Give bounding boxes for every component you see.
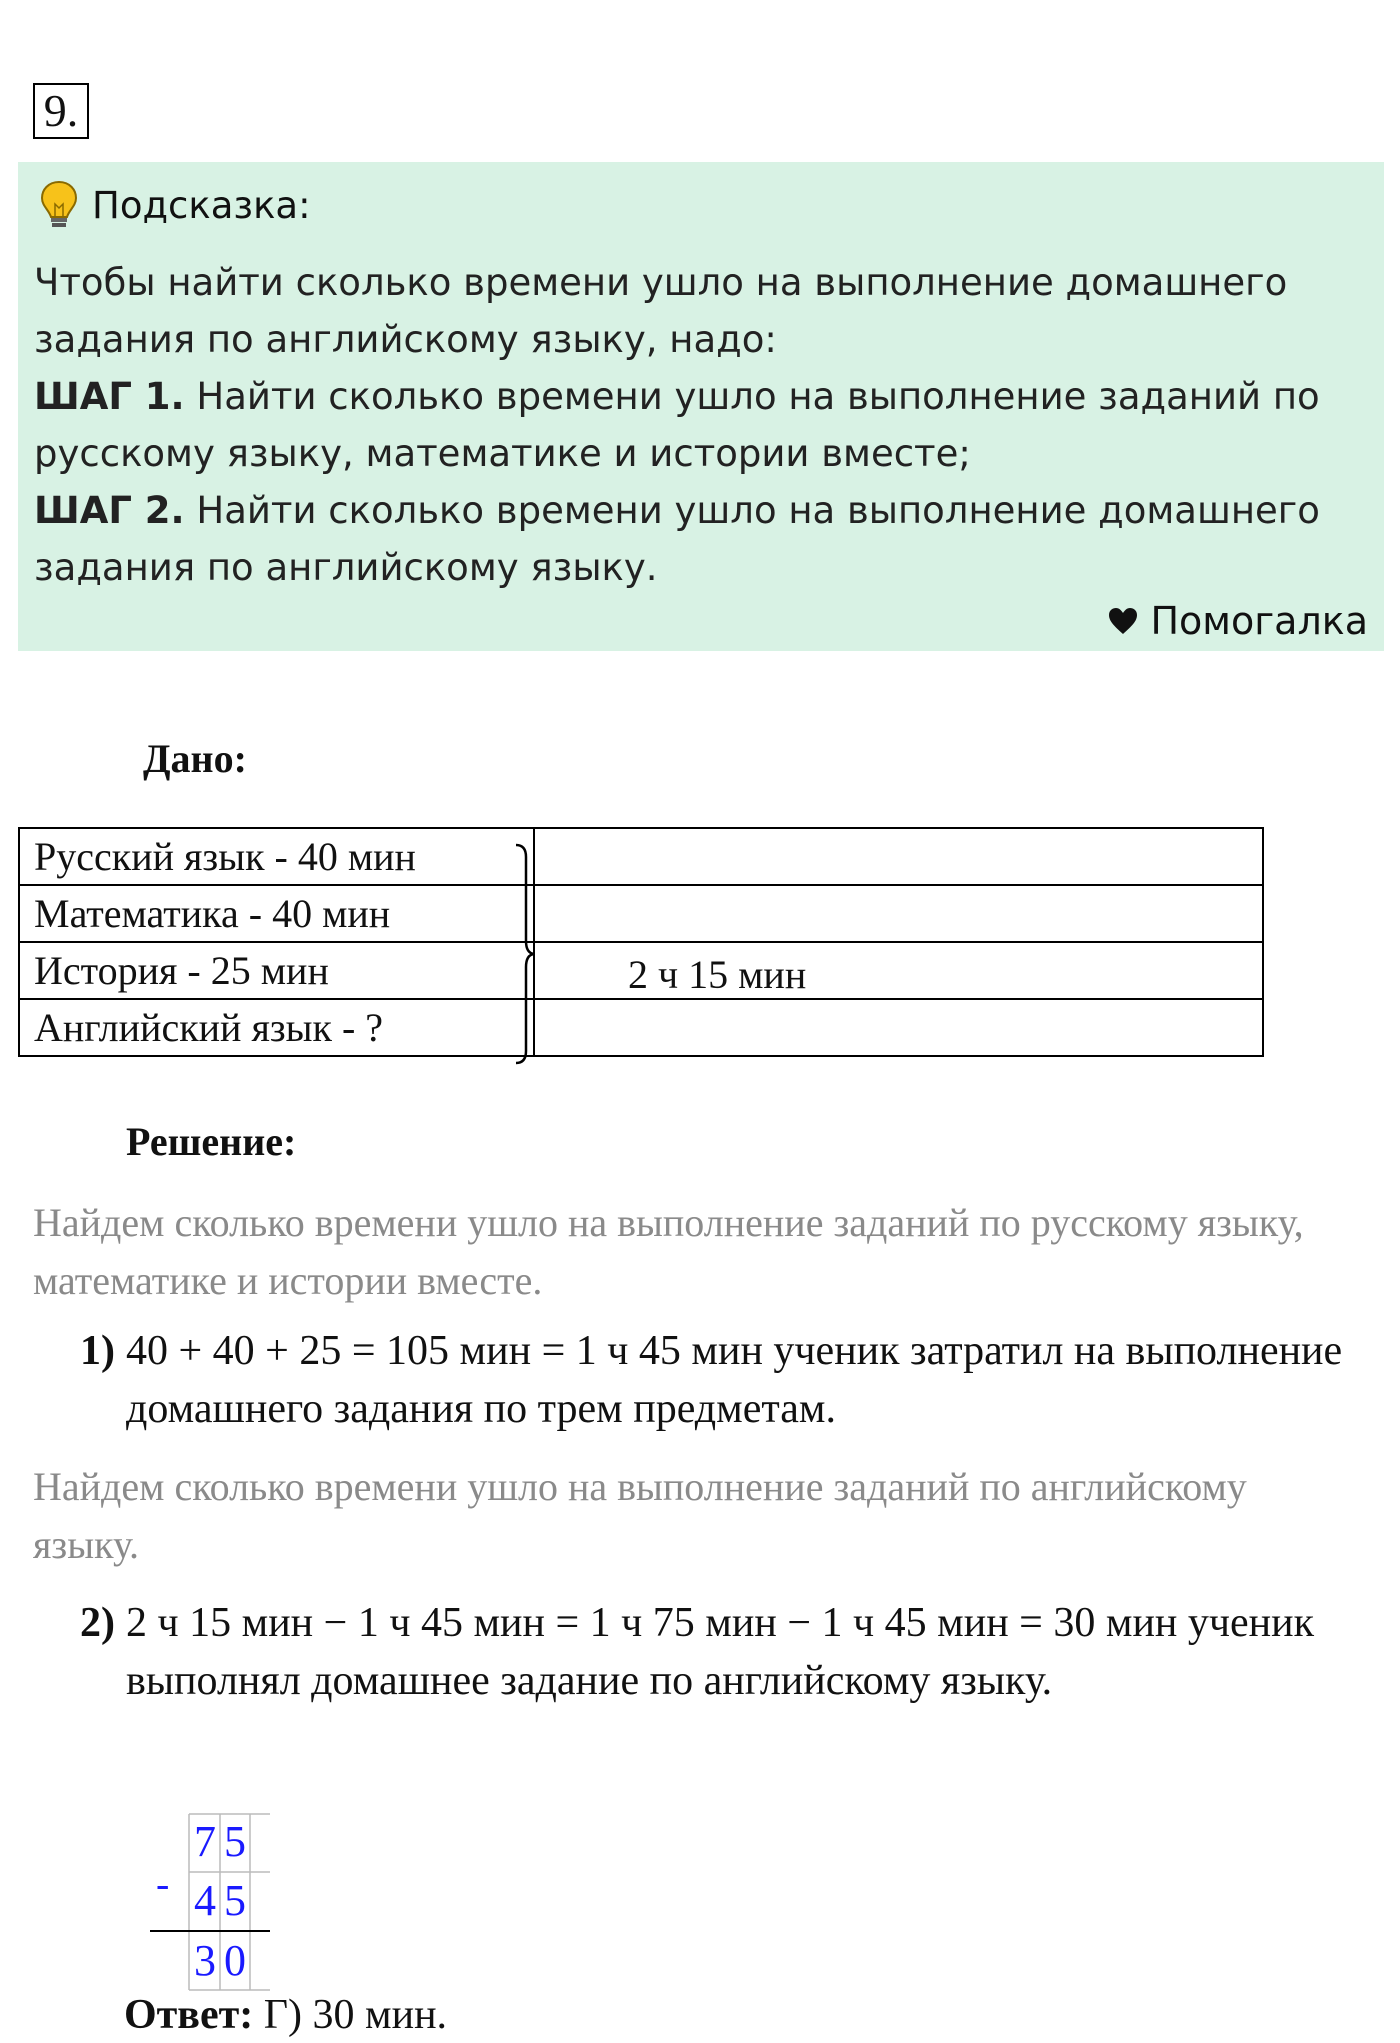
task-number: 9. <box>33 83 89 139</box>
column-subtraction <box>150 1812 270 1992</box>
hint-step-2 <box>34 482 1364 596</box>
step-number: 1) <box>80 1328 115 1374</box>
solution-title: Решение: <box>126 1119 297 1164</box>
given-row-math: Математика - 40 мин <box>19 885 534 942</box>
given-row-english: Английский язык - ? <box>19 999 534 1056</box>
given-row-history: История - 25 мин <box>19 942 534 999</box>
digit: 0 <box>224 1936 246 1985</box>
hint-step-2-label: ШАГ 2. <box>34 489 185 532</box>
table-cell <box>534 885 1263 942</box>
curly-brace <box>514 843 536 1065</box>
hint-header <box>40 180 311 230</box>
given-row-russian: Русский язык - 40 мин <box>19 828 534 885</box>
hint-step-1 <box>34 368 1364 482</box>
hint-step-1-label: ШАГ 1. <box>34 375 185 418</box>
total-time: 2 ч 15 мин <box>628 952 807 997</box>
table-row <box>19 999 1263 1056</box>
hint-body <box>34 254 1364 596</box>
solution-note-2: Найдем сколько времени ушло на выполнение заданий по английскому языку. <box>33 1464 1247 1567</box>
brand-name: Помогалка <box>1150 599 1368 643</box>
brand <box>1108 599 1368 643</box>
step-text: 40 + 40 + 25 = 105 мин = 1 ч 45 мин ученик затратил на выполнение домашнего задания по трем предметам. <box>126 1328 1343 1432</box>
solution-step-2 <box>80 1594 1380 1710</box>
hint-step-2-text: Найти сколько времени ушло на выполнение домашнего задания по английскому языку. <box>34 489 1320 589</box>
digit: 5 <box>224 1876 246 1925</box>
answer-label: Ответ: <box>124 1992 254 2038</box>
solution-note-1: Найдем сколько времени ушло на выполнение заданий по русскому языку, математике и истории вместе. <box>33 1200 1304 1303</box>
minus-sign: - <box>156 1861 170 1906</box>
table-cell <box>534 999 1263 1056</box>
digit: 7 <box>194 1817 216 1866</box>
hint-intro: Чтобы найти сколько времени ушло на выполнение домашнего задания по английскому языку, надо: <box>34 261 1288 361</box>
table-row <box>19 885 1263 942</box>
digit: 3 <box>194 1936 216 1985</box>
table-row <box>19 828 1263 885</box>
answer-text: Г) 30 мин. <box>263 1992 448 2038</box>
table-cell <box>534 828 1263 885</box>
answer <box>124 1990 447 2040</box>
digit: 4 <box>194 1876 216 1925</box>
hint-title: Подсказка: <box>92 183 311 227</box>
digit: 5 <box>224 1817 246 1866</box>
solution-step-1 <box>80 1322 1380 1438</box>
step-text: 2 ч 15 мин − 1 ч 45 мин = 1 ч 75 мин − 1 ч 45 мин = 30 мин ученик выполнял домашнее задание по английскому языку. <box>126 1600 1315 1704</box>
heart-icon <box>1108 607 1138 635</box>
hint-step-1-text: Найти сколько времени ушло на выполнение заданий по русскому языку, математике и истории вместе; <box>34 375 1320 475</box>
lightbulb-icon <box>40 180 78 230</box>
given-table <box>18 827 1264 1057</box>
step-number: 2) <box>80 1600 115 1646</box>
hint-box <box>18 162 1384 651</box>
given-title: Дано: <box>143 736 247 781</box>
